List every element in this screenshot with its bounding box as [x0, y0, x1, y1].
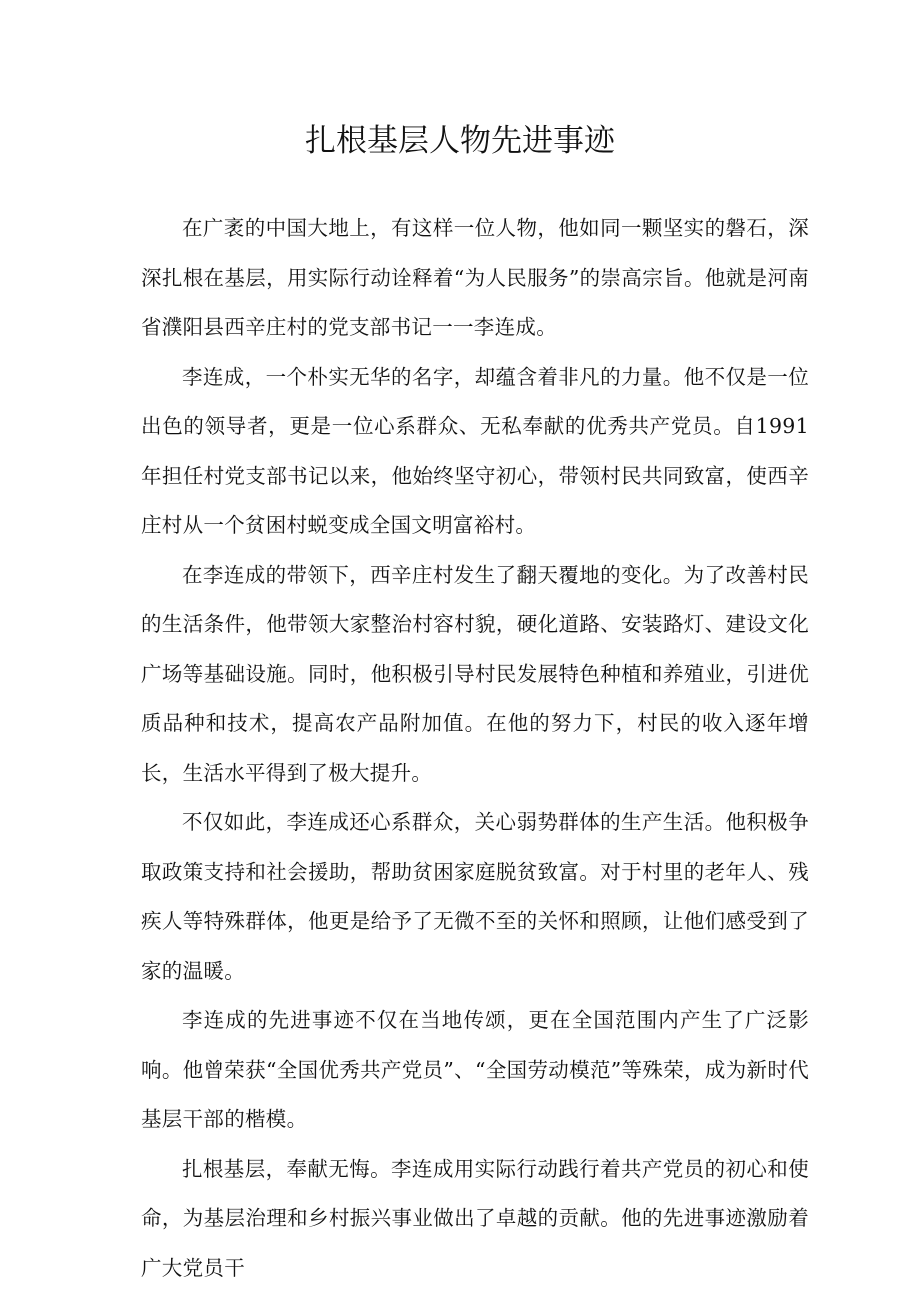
- paragraph: 在广袤的中国大地上，有这样一位人物，他如同一颗坚实的磐石，深深扎根在基层，用实际行动诠释着“为人民服务”的崇高宗旨。他就是河南省濮阳县西辛庄村的党支部书记一一李连成。: [141, 216, 809, 339]
- paragraph: 在李连成的带领下，西辛庄村发生了翻天覆地的变化。为了改善村民的生活条件，他带领大家整治村容村貌，硬化道路、安装路灯、建设文化广场等基础设施。同时，他积极引导村民发展特色种植和养殖业，引进优质品种和技术，提高农产品附加值。在他的努力下，村民的收入逐年增长，生活水平得到了极大提升。: [141, 562, 809, 785]
- document-body: [141, 204, 809, 1293]
- paragraph: 李连成的先进事迹不仅在当地传颂，更在全国范围内产生了广泛影响。他曾荣获“全国优秀共产党员”、“全国劳动模范”等殊荣，成为新时代基层干部的楷模。: [141, 1008, 809, 1131]
- paragraph: 扎根基层，奉献无悔。李连成用实际行动践行着共产党员的初心和使命，为基层治理和乡村振兴事业做出了卓越的贡献。他的先进事迹激励着广大党员干: [141, 1156, 809, 1280]
- paragraph: 李连成，一个朴实无华的名字，却蕴含着非凡的力量。他不仅是一位出色的领导者，更是一位心系群众、无私奉献的优秀共产党员。自1991年担任村党支部书记以来，他始终坚守初心，带领村民共同致富，使西辛庄村从一个贫困村蜕变成全国文明富裕村。: [141, 364, 809, 537]
- paragraph: 不仅如此，李连成还心系群众，关心弱势群体的生产生活。他积极争取政策支持和社会援助，帮助贫困家庭脱贫致富。对于村里的老年人、残疾人等特殊群体，他更是给予了无微不至的关怀和照顾，让他们感受到了家的温暖。: [141, 810, 809, 983]
- document-title: 扎根基层人物先进事迹: [305, 123, 615, 159]
